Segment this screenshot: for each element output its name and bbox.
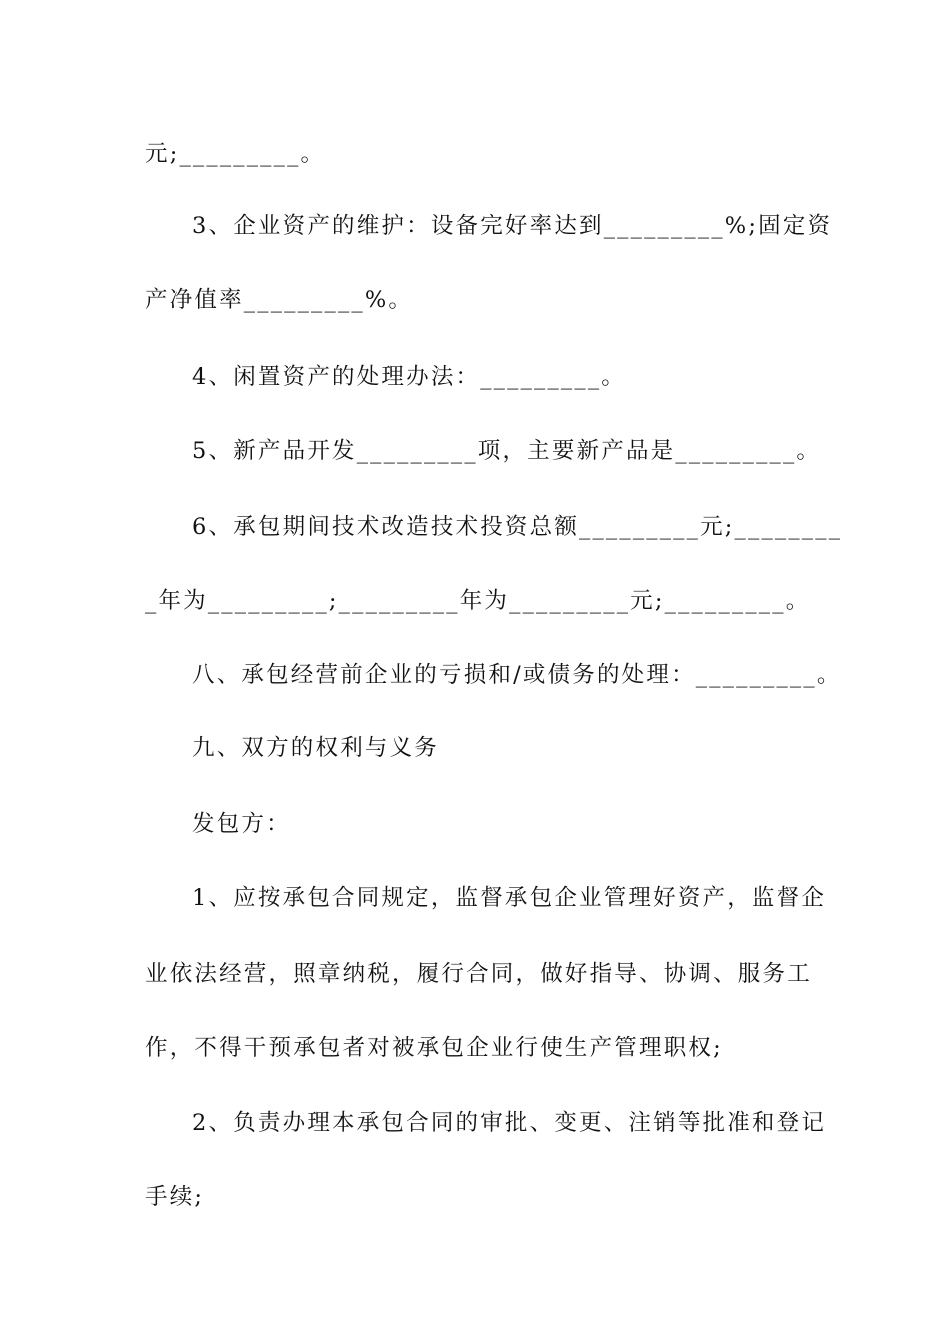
text-line-6: 6、承包期间技术改造技术投资总额_________元;________ (192, 514, 843, 540)
text-line-4: 4、闲置资产的处理办法：_________。 (192, 364, 626, 390)
text-line-15: 手续; (145, 1184, 205, 1210)
text-line-12: 业依法经营，照章纳税，履行合同，做好指导、协调、服务工 (145, 961, 812, 987)
text-line-2: 3、企业资产的维护：设备完好率达到_________%;固定资 (192, 213, 833, 239)
text-line-11: 1、应按承包合同规定，监督承包企业管理好资产，监督企 (192, 885, 827, 911)
text-line-7: _年为_________;_________年为_________元;_________。 (145, 588, 811, 614)
text-line-3: 产净值率_________%。 (145, 287, 414, 313)
text-line-14: 2、负责办理本承包合同的审批、变更、注销等批准和登记 (192, 1110, 827, 1136)
text-line-13: 作，不得干预承包者对被承包企业行使生产管理职权; (145, 1035, 723, 1061)
text-line-1: 元;_________。 (145, 141, 326, 167)
party-label: 发包方： (192, 811, 291, 837)
section-heading: 九、双方的权利与义务 (192, 735, 440, 761)
text-line-5: 5、新产品开发_________项，主要新产品是_________。 (192, 438, 822, 464)
text-line-8: 八、承包经营前企业的亏损和/或债务的处理：_________。 (192, 662, 842, 688)
